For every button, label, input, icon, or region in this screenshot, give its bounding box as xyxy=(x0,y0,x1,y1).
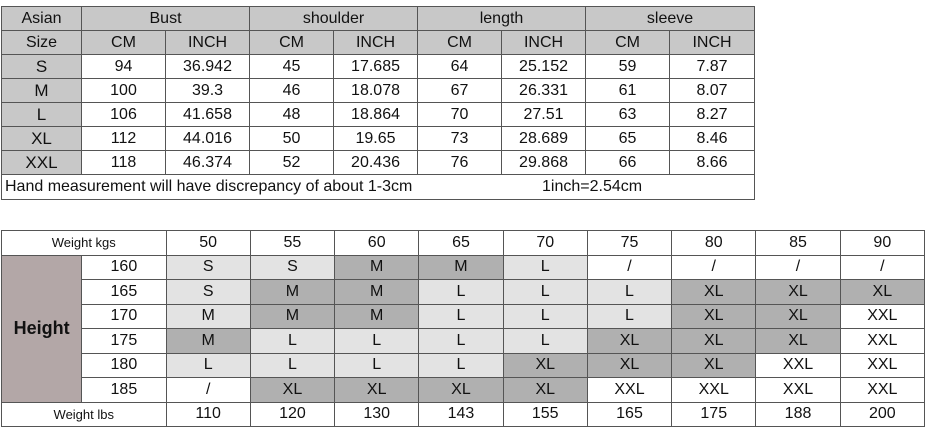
conversion-note: 1inch=2.54cm xyxy=(542,178,643,195)
measure-value: 61 xyxy=(586,79,670,103)
measure-group-header: length xyxy=(418,7,586,31)
height-row xyxy=(2,280,925,305)
height-value: 185 xyxy=(82,378,166,403)
measure-value: 44.016 xyxy=(166,127,250,151)
weight-lbs-value: 165 xyxy=(587,402,671,427)
size-recommendation: XXL xyxy=(756,378,840,403)
size-recommendation: L xyxy=(250,353,334,378)
measure-value: 50 xyxy=(250,127,334,151)
measure-value: 25.152 xyxy=(502,55,586,79)
size-recommendation: XL xyxy=(587,353,671,378)
height-value: 175 xyxy=(82,329,166,354)
size-measurement-table xyxy=(1,6,755,200)
size-row xyxy=(2,55,755,79)
size-recommendation: L xyxy=(503,329,587,354)
size-row xyxy=(2,151,755,175)
size-recommendation: XL xyxy=(756,280,840,305)
height-row xyxy=(2,255,925,280)
size-recommendation: / xyxy=(166,378,250,403)
measure-group-header: sleeve xyxy=(586,7,755,31)
size-recommendation: L xyxy=(335,329,419,354)
size-recommendation: S xyxy=(166,255,250,280)
size-recommendation: / xyxy=(672,255,756,280)
measure-value: 73 xyxy=(418,127,502,151)
size-recommendation: XL xyxy=(672,329,756,354)
size-recommendation: XL xyxy=(587,329,671,354)
weight-kgs-label: Weight kgs xyxy=(2,231,167,256)
measure-value: 46.374 xyxy=(166,151,250,175)
note-row xyxy=(2,175,755,200)
measure-value: 27.51 xyxy=(502,103,586,127)
weight-lbs-row xyxy=(2,402,925,427)
size-recommendation: XL xyxy=(672,353,756,378)
size-recommendation: L xyxy=(335,353,419,378)
size-recommendation: M xyxy=(166,304,250,329)
unit-header-row xyxy=(2,31,755,55)
size-label: XXL xyxy=(2,151,82,175)
size-header-row xyxy=(2,7,755,31)
size-recommendation: XXL xyxy=(587,378,671,403)
measure-group-header: Bust xyxy=(82,7,250,31)
height-row xyxy=(2,304,925,329)
weight-lbs-value: 200 xyxy=(840,402,924,427)
weight-lbs-value: 143 xyxy=(419,402,503,427)
measure-value: 8.27 xyxy=(670,103,755,127)
measure-group-header: shoulder xyxy=(250,7,418,31)
size-row xyxy=(2,103,755,127)
unit-inch-header: INCH xyxy=(334,31,418,55)
unit-inch-header: INCH xyxy=(166,31,250,55)
measure-value: 18.078 xyxy=(334,79,418,103)
size-recommendation: XL xyxy=(503,353,587,378)
size-recommendation: XL xyxy=(840,280,924,305)
weight-kgs-value: 90 xyxy=(840,231,924,256)
measure-value: 26.331 xyxy=(502,79,586,103)
measure-value: 112 xyxy=(82,127,166,151)
measure-value: 66 xyxy=(586,151,670,175)
size-recommendation: M xyxy=(166,329,250,354)
unit-cm-header: CM xyxy=(418,31,502,55)
weight-lbs-value: 130 xyxy=(335,402,419,427)
height-value: 165 xyxy=(82,280,166,305)
unit-inch-header: INCH xyxy=(502,31,586,55)
size-recommendation: XXL xyxy=(840,378,924,403)
size-recommendation: L xyxy=(419,329,503,354)
size-recommendation: S xyxy=(166,280,250,305)
height-row xyxy=(2,378,925,403)
measure-value: 106 xyxy=(82,103,166,127)
size-recommendation: L xyxy=(166,353,250,378)
height-row xyxy=(2,353,925,378)
height-value: 180 xyxy=(82,353,166,378)
size-recommendation: XL xyxy=(503,378,587,403)
measure-value: 76 xyxy=(418,151,502,175)
size-recommendation: / xyxy=(587,255,671,280)
height-value: 160 xyxy=(82,255,166,280)
size-recommendation: L xyxy=(587,280,671,305)
measure-value: 45 xyxy=(250,55,334,79)
measurement-note: Hand measurement will have discrepancy of about 1-3cm xyxy=(5,178,413,195)
measure-value: 94 xyxy=(82,55,166,79)
size-recommendation: M xyxy=(335,280,419,305)
size-recommendation: XXL xyxy=(840,353,924,378)
size-recommendation: M xyxy=(250,280,334,305)
size-recommendation: M xyxy=(335,255,419,280)
measure-value: 46 xyxy=(250,79,334,103)
measure-value: 67 xyxy=(418,79,502,103)
size-recommendation: / xyxy=(756,255,840,280)
size-recommendation: L xyxy=(503,304,587,329)
size-recommendation: L xyxy=(419,304,503,329)
weight-lbs-value: 110 xyxy=(166,402,250,427)
size-recommendation: XL xyxy=(672,280,756,305)
weight-kgs-row xyxy=(2,231,925,256)
height-value: 170 xyxy=(82,304,166,329)
size-recommendation: M xyxy=(335,304,419,329)
size-recommendation: L xyxy=(419,353,503,378)
size-label: L xyxy=(2,103,82,127)
height-row xyxy=(2,329,925,354)
measure-value: 19.65 xyxy=(334,127,418,151)
size-recommendation: XXL xyxy=(840,304,924,329)
measure-value: 100 xyxy=(82,79,166,103)
size-row xyxy=(2,79,755,103)
weight-lbs-value: 155 xyxy=(503,402,587,427)
measure-value: 7.87 xyxy=(670,55,755,79)
measure-value: 48 xyxy=(250,103,334,127)
weight-kgs-value: 80 xyxy=(672,231,756,256)
unit-cm-header: CM xyxy=(250,31,334,55)
weight-lbs-value: 175 xyxy=(672,402,756,427)
unit-cm-header: CM xyxy=(82,31,166,55)
size-label: M xyxy=(2,79,82,103)
measure-value: 20.436 xyxy=(334,151,418,175)
measure-value: 17.685 xyxy=(334,55,418,79)
size-recommendation: XXL xyxy=(840,329,924,354)
size-recommendation: XL xyxy=(419,378,503,403)
measure-value: 8.07 xyxy=(670,79,755,103)
weight-height-fit-table xyxy=(1,230,925,427)
size-label: XL xyxy=(2,127,82,151)
size-recommendation: L xyxy=(503,280,587,305)
size-recommendation: L xyxy=(587,304,671,329)
measure-value: 63 xyxy=(586,103,670,127)
asian-header: Asian xyxy=(2,7,82,31)
size-recommendation: L xyxy=(250,329,334,354)
measure-value: 118 xyxy=(82,151,166,175)
weight-kgs-value: 60 xyxy=(335,231,419,256)
measure-value: 70 xyxy=(418,103,502,127)
size-recommendation: XXL xyxy=(672,378,756,403)
measure-value: 64 xyxy=(418,55,502,79)
weight-kgs-value: 75 xyxy=(587,231,671,256)
size-recommendation: XL xyxy=(335,378,419,403)
size-header: Size xyxy=(2,31,82,55)
measure-value: 65 xyxy=(586,127,670,151)
size-recommendation: L xyxy=(503,255,587,280)
weight-lbs-value: 120 xyxy=(250,402,334,427)
size-recommendation: XXL xyxy=(756,353,840,378)
size-recommendation: XL xyxy=(250,378,334,403)
weight-kgs-value: 65 xyxy=(419,231,503,256)
size-recommendation: / xyxy=(840,255,924,280)
size-recommendation: M xyxy=(419,255,503,280)
size-row xyxy=(2,127,755,151)
unit-cm-header: CM xyxy=(586,31,670,55)
measure-value: 29.868 xyxy=(502,151,586,175)
size-label: S xyxy=(2,55,82,79)
measure-value: 8.46 xyxy=(670,127,755,151)
size-recommendation: XL xyxy=(672,304,756,329)
measure-value: 52 xyxy=(250,151,334,175)
height-label: Height xyxy=(2,255,82,402)
measure-value: 18.864 xyxy=(334,103,418,127)
measure-value: 59 xyxy=(586,55,670,79)
measure-value: 36.942 xyxy=(166,55,250,79)
weight-kgs-value: 50 xyxy=(166,231,250,256)
weight-kgs-value: 85 xyxy=(756,231,840,256)
weight-lbs-label: Weight lbs xyxy=(2,402,167,427)
weight-kgs-value: 55 xyxy=(250,231,334,256)
weight-kgs-value: 70 xyxy=(503,231,587,256)
measure-value: 41.658 xyxy=(166,103,250,127)
weight-lbs-value: 188 xyxy=(756,402,840,427)
size-recommendation: L xyxy=(419,280,503,305)
measure-value: 39.3 xyxy=(166,79,250,103)
unit-inch-header: INCH xyxy=(670,31,755,55)
size-recommendation: M xyxy=(250,304,334,329)
size-recommendation: S xyxy=(250,255,334,280)
measure-value: 28.689 xyxy=(502,127,586,151)
size-recommendation: XL xyxy=(756,304,840,329)
measure-value: 8.66 xyxy=(670,151,755,175)
note-cell xyxy=(2,175,755,200)
size-recommendation: XL xyxy=(756,329,840,354)
